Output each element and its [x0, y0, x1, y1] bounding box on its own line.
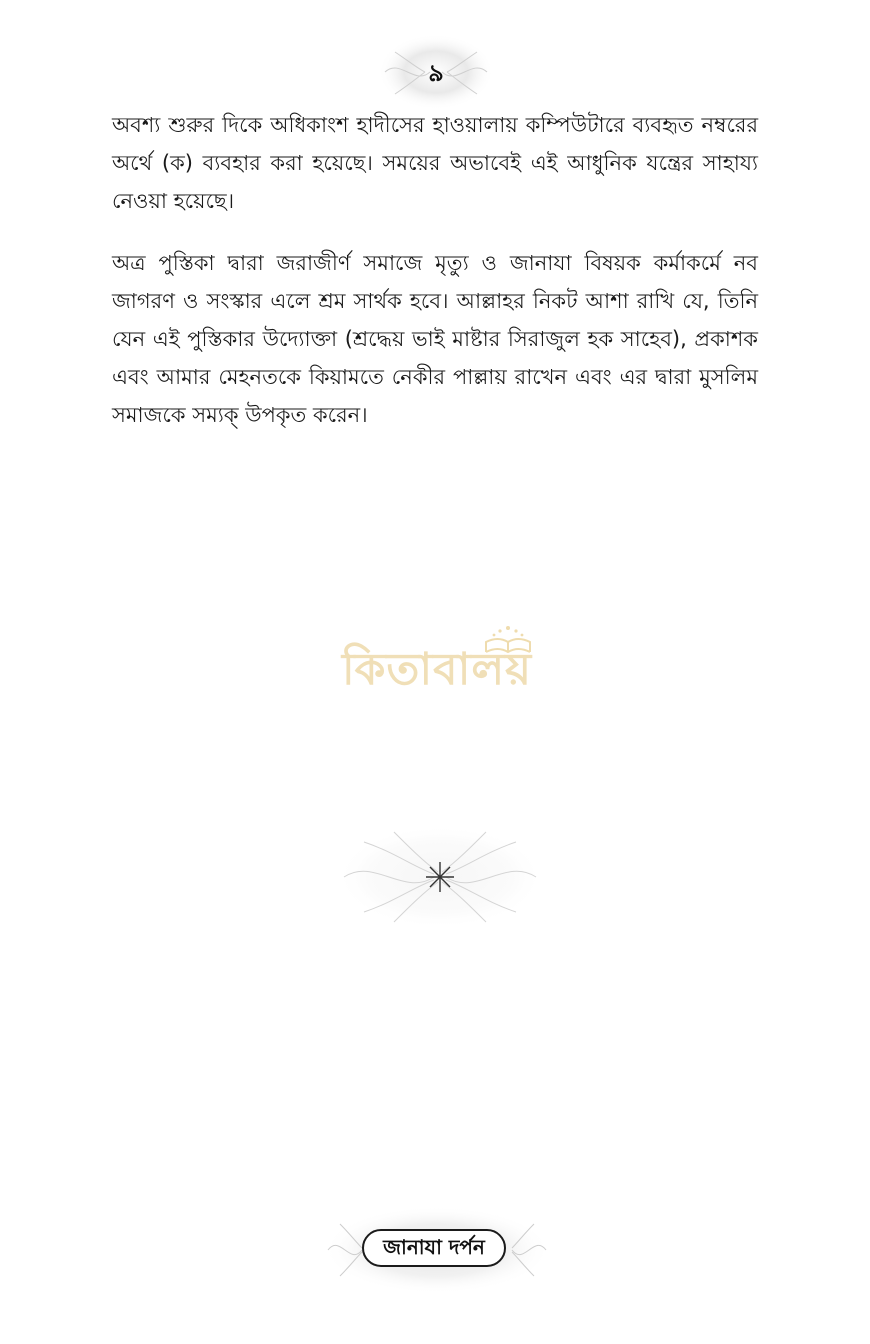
book-title-badge: জানাযা দর্পন	[362, 1229, 506, 1267]
divider-ornament	[334, 822, 546, 932]
watermark-text: কিতাবালয়	[342, 644, 533, 695]
body-paragraph: অত্র পুস্তিকা দ্বারা জরাজীর্ণ সমাজে মৃত্যু ও জানাযা বিষয়ক কর্মাকর্মে নব জাগরণ ও সংস্কার এলে শ্রম সার্থক হবে। আল্লাহর নিকট আশা রাখি যে, তিনি যেন এই পুস্তিকার উদ্যোক্তা (শ্রদ্ধেয় ভাই মাষ্টার সিরাজুল হক সাহেব), প্রকাশক এবং আমার মেহনতকে কিয়ামতে নেকীর পাল্লায় রাখেন এবং এর দ্বারা মুসলিম সমাজকে সম্যক্ উপকৃত করেন।	[112, 251, 758, 427]
publisher-watermark	[342, 622, 538, 714]
starburst-icon	[334, 822, 546, 932]
page-number: ৯	[428, 59, 444, 87]
body-paragraph: অবশ্য শুরুর দিকে অধিকাংশ হাদীসের হাওয়ালায় কম্পিউটারে ব্যবহৃত নম্বরের অর্থে (ক) ব্যবহার করা হয়েছে। সময়ের অভাবেই এই আধুনিক যন্ত্রের সাহায্য নেওয়া হয়েছে।	[112, 113, 758, 213]
open-book-icon	[480, 622, 536, 662]
